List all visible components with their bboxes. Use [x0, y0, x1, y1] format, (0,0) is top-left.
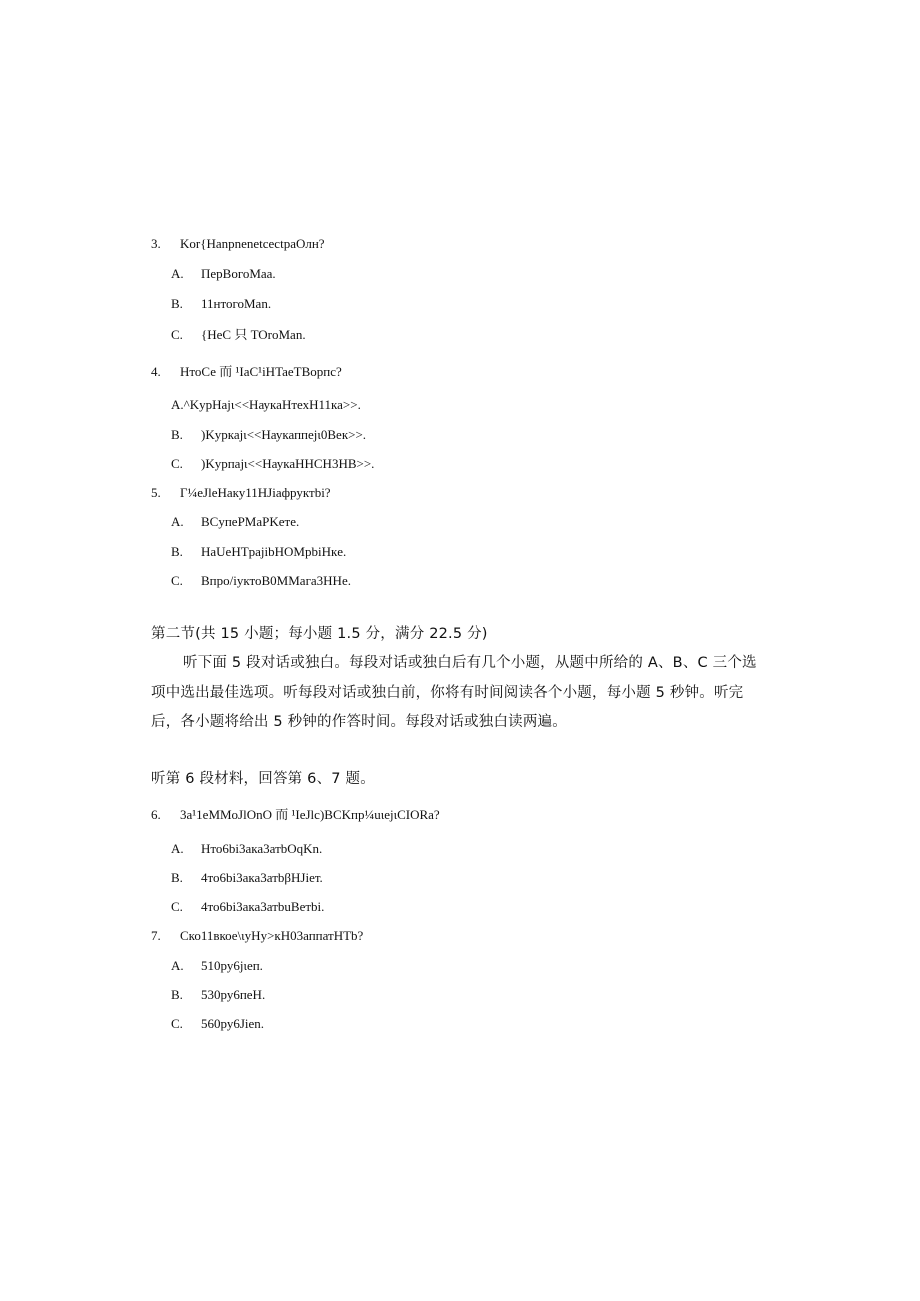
instructions-line-3: 后，各小题将给出 5 秒钟的作答时间。每段对话或独白读两遍。: [151, 714, 567, 730]
option-letter: B.: [171, 296, 183, 311]
question-number: 5.: [151, 485, 161, 500]
option-text: 530ру6пеН.: [201, 987, 266, 1002]
question-text: Cко11вкое\ιyHy>кH03аппатНТb?: [180, 928, 364, 943]
option-text: A.^KyрHajι<<НаукаНтехН11ка>>.: [171, 397, 361, 412]
question-text: Kor{HanpnenetcectpaOлн?: [180, 236, 325, 251]
option-letter: B.: [171, 427, 183, 442]
option-letter: C.: [171, 1016, 183, 1031]
question-number: 4.: [151, 364, 161, 379]
option-letter: A.: [171, 958, 184, 973]
option-letter: B.: [171, 870, 183, 885]
instructions-line-1: 听下面 5 段对话或独白。每段对话或独白后有几个小题，从题中所给的 A、B、C 三个选: [183, 655, 757, 671]
option-text: Bпро/iуктоB0ММага3ННе.: [201, 573, 351, 588]
option-letter: B.: [171, 987, 183, 1002]
option-letter: C.: [171, 327, 183, 342]
option-letter: C.: [171, 573, 183, 588]
question-number: 7.: [151, 928, 161, 943]
question-text: Г¼eJleНаку11НJiaфруктbi?: [180, 485, 331, 500]
option-letter: C.: [171, 456, 183, 471]
option-letter: A.: [171, 841, 184, 856]
option-text: 11нтогоMan.: [201, 296, 272, 311]
option-text: 510ру6jιeп.: [201, 958, 263, 973]
option-text: 4то6bi3aка3атbβHJieт.: [201, 870, 323, 885]
option-text: 560ру6Jien.: [201, 1016, 265, 1031]
question-number: 6.: [151, 807, 161, 822]
option-letter: B.: [171, 544, 183, 559]
option-text: 4то6bi3aка3атbuBeтbi.: [201, 899, 325, 914]
option-text: Hто6bi3aка3атbOqKn.: [201, 841, 323, 856]
instructions-line-2: 项中选出最佳选项。听每段对话或独白前，你将有时间阅读各个小题，每小题 5 秒钟。听完: [151, 685, 744, 701]
option-text: ПерВогоМаа.: [201, 266, 276, 281]
option-text: HaUeHTpajibHOMpbiHкe.: [201, 544, 347, 559]
question-number: 3.: [151, 236, 161, 251]
question-text: 3a¹1eMMoJlOnO 而 ¹IeJlc)BCKпр¼uιejιCIORa?: [180, 807, 440, 822]
option-letter: A.: [171, 266, 184, 281]
option-text: )Kурпаjι<<НаукаННСН3НВ>>.: [201, 456, 375, 471]
option-letter: C.: [171, 899, 183, 914]
option-letter: A.: [171, 514, 184, 529]
section-heading: 第二节(共 15 小题；每小题 1.5 分，满分 22.5 分): [151, 626, 488, 642]
option-text: {НеС 只 TOroMan.: [201, 327, 306, 342]
passage-label: 听第 6 段材料，回答第 6、7 题。: [151, 771, 375, 787]
question-text: HтоСе 而 ¹IaC¹iHTaeTBорпс?: [180, 364, 342, 379]
option-text: )Kуркаjι<<Наукаппеjι0Век>>.: [201, 427, 367, 442]
option-text: BCупеPMaPKeтe.: [201, 514, 300, 529]
